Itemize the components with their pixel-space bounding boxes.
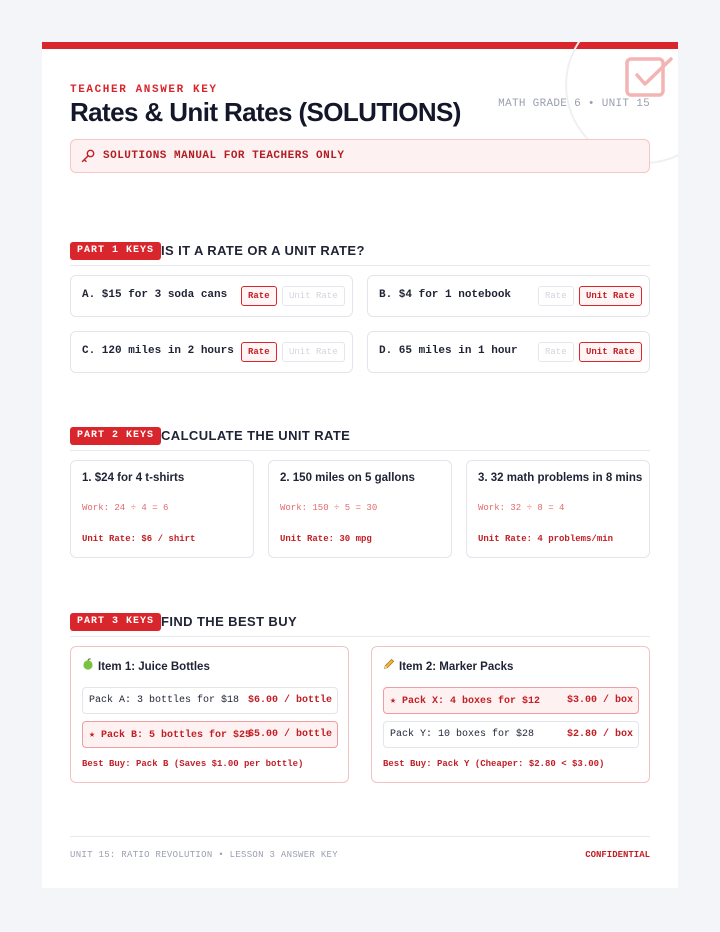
problem-title: 2. 150 miles on 5 gallons — [280, 472, 415, 484]
pack-row — [383, 721, 639, 748]
unit-rate-answer: Unit Rate: 30 mpg — [280, 534, 372, 544]
footer-lesson-label: UNIT 15: RATIO REVOLUTION • LESSON 3 ANSWER KEY — [70, 850, 338, 860]
part2-title: CALCULATE THE UNIT RATE — [161, 428, 351, 443]
part2-problem-1 — [70, 460, 254, 558]
pack-label: Pack A: 3 bottles for $18 — [89, 695, 240, 706]
part1-title: IS IT A RATE OR A UNIT RATE? — [161, 243, 365, 258]
part2-header — [70, 427, 650, 451]
part1-header — [70, 242, 650, 266]
pack-label: ★ Pack B: 5 bottles for $25 — [89, 730, 252, 741]
key-icon — [81, 149, 95, 163]
part2-problem-3 — [466, 460, 650, 558]
footer-divider — [70, 836, 650, 837]
item-text: B. $4 for 1 notebook — [379, 289, 512, 301]
pack-unit-price: $6.00 / bottle — [247, 695, 332, 706]
part3-item-1 — [70, 646, 349, 783]
banner-text: SOLUTIONS MANUAL FOR TEACHERS ONLY — [103, 150, 345, 162]
pencil-icon — [383, 658, 397, 673]
part1-item-a — [70, 275, 353, 317]
page-title: Rates & Unit Rates (SOLUTIONS) — [70, 97, 461, 127]
pack-row-best — [383, 687, 639, 714]
problem-title: 1. $24 for 4 t-shirts — [82, 472, 185, 484]
unit-rate-option: Unit Rate — [579, 286, 642, 306]
unit-rate-answer: Unit Rate: $6 / shirt — [82, 534, 196, 544]
part2-badge: PART 2 KEYS — [70, 427, 161, 445]
pack-unit-price: $2.80 / box — [566, 729, 633, 740]
item-text: D. 65 miles in 1 hour — [379, 345, 518, 357]
rate-option: Rate — [538, 286, 574, 306]
rate-option: Rate — [241, 286, 277, 306]
solutions-banner — [70, 139, 650, 173]
part1-item-d — [367, 331, 650, 373]
apple-icon — [82, 658, 96, 673]
item-text: A. $15 for 3 soda cans — [82, 289, 228, 301]
best-buy-answer: Best Buy: Pack Y (Cheaper: $2.80 < $3.00) — [383, 759, 605, 769]
item-title — [82, 658, 210, 673]
pack-row-best — [82, 721, 338, 748]
work-line: Work: 150 ÷ 5 = 30 — [280, 503, 378, 513]
pack-unit-price: $5.00 / bottle — [247, 729, 332, 740]
pack-row — [82, 687, 338, 714]
work-line: Work: 32 ÷ 8 = 4 — [478, 503, 565, 513]
pack-label: ★ Pack X: 4 boxes for $12 — [390, 696, 541, 707]
item-title — [383, 658, 513, 673]
answer-key-page — [42, 42, 678, 888]
item-title-text: Item 1: Juice Bottles — [98, 661, 210, 673]
best-buy-answer: Best Buy: Pack B (Saves $1.00 per bottle) — [82, 759, 304, 769]
unit-rate-option: Unit Rate — [282, 342, 345, 362]
pack-unit-price: $3.00 / box — [566, 695, 633, 706]
problem-title: 3. 32 math problems in 8 mins — [478, 472, 643, 484]
confidential-label: CONFIDENTIAL — [585, 850, 650, 860]
unit-rate-option: Unit Rate — [579, 342, 642, 362]
part1-badge: PART 1 KEYS — [70, 242, 161, 260]
part3-title: FIND THE BEST BUY — [161, 614, 298, 629]
part3-badge: PART 3 KEYS — [70, 613, 161, 631]
grade-unit-meta: MATH GRADE 6 • UNIT 15 — [498, 98, 650, 110]
part3-header — [70, 613, 650, 637]
item-title-text: Item 2: Marker Packs — [399, 661, 514, 673]
part2-problem-2 — [268, 460, 452, 558]
work-line: Work: 24 ÷ 4 = 6 — [82, 503, 169, 513]
part1-item-c — [70, 331, 353, 373]
unit-rate-option: Unit Rate — [282, 286, 345, 306]
item-text: C. 120 miles in 2 hours — [82, 345, 234, 357]
rate-option: Rate — [538, 342, 574, 362]
rate-option: Rate — [241, 342, 277, 362]
part3-item-2 — [371, 646, 650, 783]
unit-rate-answer: Unit Rate: 4 problems/min — [478, 534, 614, 544]
checkbox-check-icon — [625, 55, 675, 101]
eyebrow-label: TEACHER ANSWER KEY — [70, 84, 218, 96]
pack-label: Pack Y: 10 boxes for $28 — [390, 729, 535, 740]
part1-item-b — [367, 275, 650, 317]
